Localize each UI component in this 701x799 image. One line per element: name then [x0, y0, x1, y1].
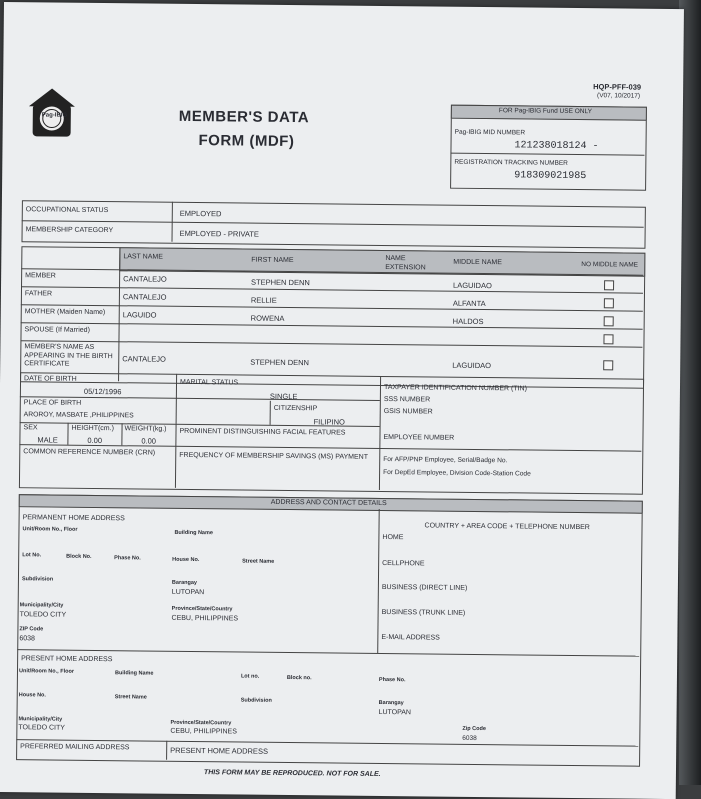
present-province-value[interactable]: CEBU, PHILIPPINES [170, 727, 237, 736]
mother-first-name[interactable]: ROWENA [250, 313, 285, 323]
mother-middle-name[interactable]: HALDOS [452, 316, 484, 327]
birth-cert-no-middle-checkbox[interactable] [603, 360, 613, 370]
mother-last-name[interactable]: LAGUIDO [122, 310, 157, 320]
present-barangay-value[interactable]: LUTOPAN [378, 708, 412, 717]
contact-header: COUNTRY + AREA CODE + TELEPHONE NUMBER [424, 522, 590, 532]
marital-status-value[interactable]: SINGLE [269, 391, 298, 402]
father-no-middle-checkbox[interactable] [604, 298, 614, 308]
member-last-name[interactable]: CANTALEJO [123, 274, 167, 284]
present-municipality-value[interactable]: TOLEDO CITY [18, 724, 65, 732]
mid-number-value[interactable]: 121238018124 - [514, 140, 599, 153]
weight-value[interactable]: 0.00 [141, 436, 157, 446]
dob-label: DATE OF BIRTH [24, 375, 77, 383]
birth-cert-first-name[interactable]: STEPHEN DENN [250, 357, 310, 368]
member-middle-name[interactable]: LAGUIDAO [453, 280, 492, 291]
sex-value[interactable]: MALE [37, 435, 58, 445]
membership-category-label: MEMBERSHIP CATEGORY [25, 226, 114, 235]
mother-no-middle-checkbox[interactable] [604, 316, 614, 326]
membership-category-value[interactable]: EMPLOYED - PRIVATE [179, 228, 259, 239]
father-first-name[interactable]: RELLIE [250, 295, 277, 305]
gsis-label: GSIS NUMBER [383, 407, 433, 416]
business-trunk-label: BUSINESS (TRUNK LINE) [381, 608, 466, 617]
citizenship-label: CITIZENSHIP [273, 404, 318, 413]
birth-cert-last-name[interactable]: CANTALEJO [122, 354, 166, 364]
father-middle-name[interactable]: ALFANTA [452, 298, 486, 309]
tin-label: TAXPAYER IDENTIFICATION NUMBER (TIN) [383, 384, 527, 393]
crn-label: COMMON REFERENCE NUMBER (CRN) [23, 448, 156, 457]
spouse-row-label: SPOUSE (If Married) [24, 326, 90, 334]
height-value[interactable]: 0.00 [87, 435, 103, 446]
marital-status-label: MARITAL STATUS [179, 378, 239, 387]
mailing-address-value[interactable]: PRESENT HOME ADDRESS [170, 745, 269, 756]
permanent-barangay-value[interactable]: LUTOPAN [171, 588, 205, 597]
occupational-status-label: OCCUPATIONAL STATUS [25, 206, 109, 215]
address-section-header: ADDRESS AND CONTACT DETAILS [270, 498, 387, 508]
form-code: HQP-PFF-039 [593, 82, 642, 92]
business-direct-label: BUSINESS (DIRECT LINE) [381, 583, 468, 592]
form-version: (V07, 10/2017) [597, 92, 641, 100]
member-first-name[interactable]: STEPHEN DENN [251, 277, 310, 288]
birth-cert-middle-name[interactable]: LAGUIDAO [452, 360, 492, 371]
first-name-header: FIRST NAME [251, 256, 294, 265]
mid-number-label: Pag-IBIG MID NUMBER [454, 128, 526, 137]
pob-label: PLACE OF BIRTH [23, 399, 82, 407]
permanent-province-value[interactable]: CEBU, PHILIPPINES [171, 614, 239, 623]
occupational-status-value[interactable]: EMPLOYED [179, 208, 222, 219]
rtn-label: REGISTRATION TRACKING NUMBER [454, 158, 568, 167]
facial-features-label: PROMINENT DISTINGUISHING FACIAL FEATURES [179, 427, 346, 437]
email-label: E-MAIL ADDRESS [381, 633, 440, 642]
ms-frequency-label: FREQUENCY OF MEMBERSHIP SAVINGS (MS) PAYMENT [179, 451, 369, 461]
weight-label: WEIGHT(kg.) [124, 425, 167, 433]
form-paper: HQP-PFF-039 (V07, 10/2017) Pag-IBIG MEMBER'S DATA FORM (MDF) FOR Pag-IBIG Fund USE ONLY Pag-IBIG MID NUMBER 121238018124 - REGISTRATION TRACKING NUMBER 918309021985 OCCUPATIONAL STATUS EMPLOYED MEMBERSHIP CATEGORY EMPLOYED - PRIVATE LAST NAME FIRST NAME NAME EXTENSION MIDDLE NAME NO MIDDLE NAME MEMBER CANTALEJO STEPHEN DENN LAGUIDAO FATHER CANTALEJO RELLIE ALFANTA MOTHER (Maiden Name) LAGUIDO ROWENA HALDOS SPOUSE (If Married) MEMBER'S NAME AS APPEARING IN THE BIRTH CERTIFICATE CANTALEJO STEPHEN DENN LAGUIDAO DATE OF BIRTH 05/12/1996 MARITAL STATUS SINGLE TAXPAYER IDENTIFICATION NUMBER (TIN) SSS NUMBER GSIS NUMBER PLACE OF BIRTH AROROY, MASBATE ,PHILIPPINES CITIZENSHIP FILIPINO SEX MALE HEIGHT(cm.) 0.00 WEIGHT(kg.) 0.00 PROMINENT DISTINGUISHING FACIAL FEATURES EMPLOYEE NUMBER COMMON REFERENCE NUMBER (CRN) FREQUENCY OF MEMBERSHIP SAVINGS (MS) PAYMENT For AFP/PNP Employee, Serial/Badge No. For DepEd Employee, Division Code-Station Code ADDRESS AND CONTACT DETAILS PERMANENT HOME ADDRESS Unit/Room No., Floor Building Name Lot No. Block No. Phase No. House No. Street Name Subdivision Barangay LUTOPAN Municipality/City TOLEDO CITY Province/State/Country CEBU, PHILIPPINES ZIP Code 6038 COUNTRY + AREA CODE + TELEPHONE NUMBER HOME CELLPHONE BUSINESS (DIRECT LINE) BUSINESS (TRUNK LINE) E-MAIL ADDRESS PRESENT HOME ADDRESS Unit/Room No., Floor Building Name Lot no. Block no. Phase No. House No. Street Name Subdivision Barangay LUTOPAN Municipality/City TOLEDO CITY Province/State/Country CEBU, PHILIPPINES Zip Code 6038 PREFERRED MAILING ADDRESS PRESENT HOME ADDRESS THIS FORM MAY BE REPRODUCED. NOT FOR SALE. [0, 2, 684, 799]
permanent-address-title: PERMANENT HOME ADDRESS [22, 514, 125, 523]
address-section [16, 494, 643, 767]
height-label: HEIGHT(cm.) [71, 424, 114, 433]
sex-label: SEX [23, 424, 38, 432]
present-address-title: PRESENT HOME ADDRESS [21, 655, 113, 664]
form-footer: THIS FORM MAY BE REPRODUCED. NOT FOR SALE. [203, 769, 381, 778]
rtn-value[interactable]: 918309021985 [514, 170, 587, 183]
sss-label: SSS NUMBER [383, 395, 431, 404]
afp-pnp-label: For AFP/PNP Employee, Serial/Badge No. [383, 455, 508, 465]
member-row-label: MEMBER [25, 272, 56, 280]
form-title-line1: MEMBER'S DATA [178, 107, 310, 127]
middle-name-header: MIDDLE NAME [453, 258, 502, 267]
present-zip-value[interactable]: 6038 [462, 734, 477, 742]
citizenship-value[interactable]: FILIPINO [313, 417, 345, 427]
home-phone-label: HOME [382, 533, 404, 542]
deped-label: For DepEd Employee, Division Code-Station Code [383, 468, 531, 478]
form-title-line2: FORM (MDF) [198, 132, 295, 151]
cellphone-label: CELLPHONE [382, 559, 425, 568]
father-row-label: FATHER [24, 290, 53, 298]
no-middle-name-header: NO MIDDLE NAME [581, 261, 639, 269]
dob-value[interactable]: 05/12/1996 [83, 386, 122, 397]
birth-cert-row-label: MEMBER'S NAME AS APPEARING IN THE BIRTH CERTIFICATE [24, 343, 113, 368]
mailing-address-label: PREFERRED MAILING ADDRESS [20, 743, 130, 752]
pagibig-logo-icon: Pag-IBIG [27, 86, 78, 139]
pob-value[interactable]: AROROY, MASBATE ,PHILIPPINES [23, 411, 134, 420]
mother-row-label: MOTHER (Maiden Name) [24, 308, 106, 317]
employee-number-label: EMPLOYEE NUMBER [383, 433, 455, 442]
spouse-no-middle-checkbox[interactable] [603, 334, 613, 344]
permanent-zip-value[interactable]: 6038 [19, 635, 35, 643]
name-extension-header: NAME EXTENSION [385, 255, 426, 272]
permanent-municipality-value[interactable]: TOLEDO CITY [19, 611, 67, 619]
member-no-middle-checkbox[interactable] [604, 280, 614, 290]
last-name-header: LAST NAME [123, 253, 163, 261]
father-last-name[interactable]: CANTALEJO [122, 292, 167, 302]
